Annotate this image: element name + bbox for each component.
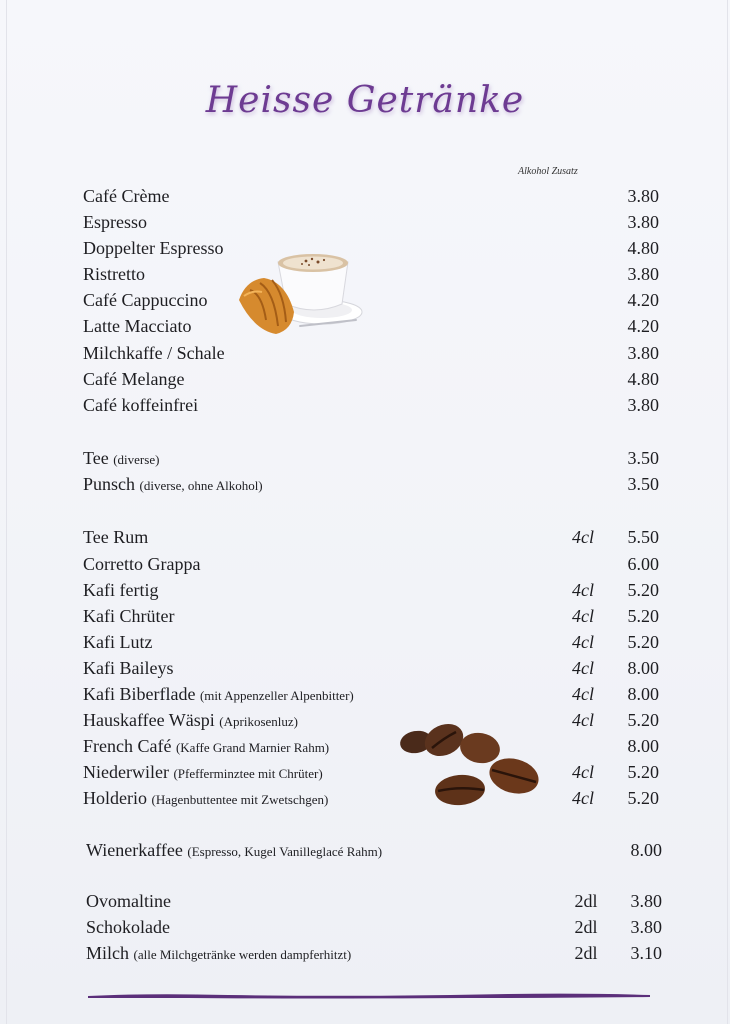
- menu-item-note: (Aprikosenluz): [219, 714, 298, 729]
- brush-stroke-divider: [88, 990, 650, 1000]
- menu-item-name: [83, 524, 148, 550]
- menu-item-title: Niederwiler: [83, 762, 169, 782]
- menu-item: [86, 888, 686, 914]
- menu-item-price: 3.80: [627, 212, 659, 232]
- menu-item-volume: 2dl: [574, 943, 598, 963]
- menu-item: [83, 392, 683, 418]
- menu-item-note: (diverse): [113, 452, 160, 467]
- menu-item-title: French Café: [83, 736, 172, 756]
- menu-item-name: [83, 261, 145, 287]
- menu-item-price: 5.20: [627, 632, 659, 652]
- menu-item-name: [83, 551, 200, 577]
- menu-item-title: Kafi Biberflade: [83, 684, 196, 704]
- menu-item: [83, 183, 683, 209]
- menu-item: [86, 837, 686, 863]
- menu-item-price: 5.50: [627, 527, 659, 547]
- menu-item: [83, 366, 683, 392]
- menu-item-name: [86, 940, 351, 968]
- menu-item: [83, 445, 683, 471]
- menu-item: [83, 681, 683, 707]
- menu-item-price: 4.80: [627, 238, 659, 258]
- menu-item-name: [83, 629, 152, 655]
- menu-item-price: 3.10: [630, 943, 662, 963]
- menu-item-title: Milchkaffe / Schale: [83, 343, 225, 363]
- menu-item-price: 3.50: [627, 474, 659, 494]
- menu-item-name: [83, 366, 184, 392]
- menu-item-price: 5.20: [627, 606, 659, 626]
- menu-item-price: 5.20: [627, 788, 659, 808]
- menu-item-name: [83, 209, 147, 235]
- menu-item-volume: 4cl: [572, 606, 594, 626]
- menu-item: [83, 707, 683, 733]
- menu-item: [83, 287, 683, 313]
- menu-item-title: Milch: [86, 943, 129, 963]
- menu-item-note: (alle Milchgetränke werden dampferhitzt): [133, 947, 352, 962]
- menu-item-price: 5.20: [627, 710, 659, 730]
- menu-item: [83, 733, 683, 759]
- menu-item-volume: 4cl: [572, 527, 594, 547]
- menu-item-title: Café koffeinfrei: [83, 395, 199, 415]
- menu-item-price: 8.00: [627, 658, 659, 678]
- menu-item: [83, 313, 683, 339]
- menu-item-name: [83, 577, 158, 603]
- page-border: [6, 0, 728, 1024]
- menu-item-volume: 4cl: [572, 684, 594, 704]
- menu-item-title: Kafi Chrüter: [83, 606, 175, 626]
- menu-item: [83, 577, 683, 603]
- menu-item-title: Espresso: [83, 212, 147, 232]
- menu-item-price: 3.80: [627, 343, 659, 363]
- menu-item-name: [83, 340, 225, 366]
- menu-item-name: [83, 287, 207, 313]
- menu-item-volume: 2dl: [574, 917, 598, 937]
- menu-item-price: 3.80: [630, 891, 662, 911]
- menu-item-price: 8.00: [627, 684, 659, 704]
- menu-item-price: 6.00: [627, 554, 659, 574]
- menu-item-name: [83, 183, 169, 209]
- menu-item-volume: 4cl: [572, 632, 594, 652]
- menu-item-note: (Kaffe Grand Marnier Rahm): [175, 740, 330, 755]
- menu-item-volume: 4cl: [572, 710, 594, 730]
- menu-item-price: 3.80: [630, 917, 662, 937]
- menu-item-volume: 4cl: [572, 580, 594, 600]
- menu-item-title: Schokolade: [86, 917, 170, 937]
- menu-item-title: Holderio: [83, 788, 147, 808]
- menu-item-note: (Espresso, Kugel Vanilleglacé Rahm): [187, 844, 383, 859]
- menu-item-title: Tee: [83, 448, 109, 468]
- menu-item: [83, 629, 683, 655]
- menu-item-price: 4.20: [627, 316, 659, 336]
- menu-item-price: 3.80: [627, 264, 659, 284]
- menu-item-name: [83, 392, 198, 418]
- menu-item-title: Corretto Grappa: [83, 554, 201, 574]
- menu-item: [83, 261, 683, 287]
- menu-item-title: Hauskaffee Wäspi: [83, 710, 215, 730]
- menu-item-price: 8.00: [630, 840, 662, 860]
- menu-item-name: [83, 655, 173, 681]
- menu-item-name: [83, 733, 329, 761]
- menu-item: [83, 235, 683, 261]
- menu-item-price: 5.20: [627, 762, 659, 782]
- menu-item: [86, 914, 686, 940]
- menu-item-price: 8.00: [627, 736, 659, 756]
- menu-item-name: [83, 707, 298, 735]
- menu-item-price: 4.20: [627, 290, 659, 310]
- menu-item-name: [83, 785, 328, 813]
- menu-item-volume: 4cl: [572, 788, 594, 808]
- menu-item-volume: 4cl: [572, 762, 594, 782]
- menu-item-note: (Hagenbuttentee mit Zwetschgen): [151, 792, 329, 807]
- menu-item-volume: 2dl: [574, 891, 598, 911]
- menu-item-title: Kafi fertig: [83, 580, 159, 600]
- menu-item-title: Kafi Baileys: [83, 658, 174, 678]
- menu-item-title: Café Crème: [83, 186, 170, 206]
- menu-item-name: [83, 313, 191, 339]
- menu-item-name: [86, 888, 171, 914]
- menu-item-title: Ovomaltine: [86, 891, 171, 911]
- menu-item-title: Doppelter Espresso: [83, 238, 224, 258]
- menu-item-name: [83, 445, 159, 473]
- menu-item-name: [83, 603, 174, 629]
- menu-item: [83, 524, 683, 550]
- menu-item-title: Kafi Lutz: [83, 632, 153, 652]
- menu-item-name: [83, 471, 263, 499]
- menu-item-name: [86, 837, 382, 865]
- menu-item: [83, 471, 683, 497]
- menu-item-price: 4.80: [627, 369, 659, 389]
- menu-item-price: 3.50: [627, 448, 659, 468]
- menu-item: [83, 340, 683, 366]
- menu-item-price: 3.80: [627, 186, 659, 206]
- menu-item-name: [83, 681, 354, 709]
- menu-item-title: Tee Rum: [83, 527, 149, 547]
- menu-item-note: (mit Appenzeller Alpenbitter): [199, 688, 354, 703]
- menu-item-volume: 4cl: [572, 658, 594, 678]
- menu-item-name: [83, 759, 323, 787]
- menu-item-title: Latte Macciato: [83, 316, 192, 336]
- menu-item-note: (Pfefferminztee mit Chrüter): [173, 766, 323, 781]
- menu-item: [86, 940, 686, 966]
- menu-item-price: 3.80: [627, 395, 659, 415]
- page-title: Heisse Getränke: [205, 80, 525, 121]
- menu-item-note: (diverse, ohne Alkohol): [139, 478, 263, 493]
- menu-item-title: Ristretto: [83, 264, 145, 284]
- menu-item-name: [86, 914, 170, 940]
- menu-item: [83, 551, 683, 577]
- menu-item-title: Punsch: [83, 474, 136, 494]
- menu-item: [83, 209, 683, 235]
- alcohol-column-header: Alkohol Zusatz: [518, 166, 578, 177]
- menu-item-title: Café Melange: [83, 369, 185, 389]
- menu-item-title: Wienerkaffee: [86, 840, 183, 860]
- menu-item-name: [83, 235, 223, 261]
- menu-item: [83, 759, 683, 785]
- menu-item: [83, 655, 683, 681]
- menu-item: [83, 785, 683, 811]
- menu-item-title: Café Cappuccino: [83, 290, 208, 310]
- menu-item: [83, 603, 683, 629]
- menu-item-price: 5.20: [627, 580, 659, 600]
